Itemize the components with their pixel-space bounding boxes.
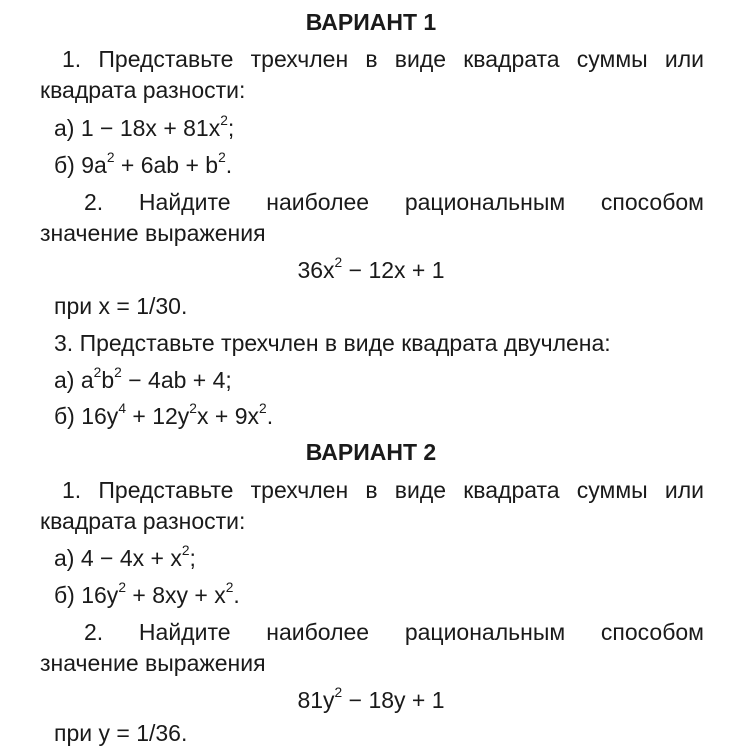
v2-task2-expression: $81y^2 - 18y + 1$	[297, 685, 445, 713]
v1-task3-b: б) $16y^4 + 12y^2x + 9x^2$.	[54, 401, 274, 429]
v2-task2-line2: значение выражения	[40, 650, 266, 676]
v1-task2-line2: значение выражения	[40, 220, 266, 246]
v2-task1-line1: 1. Представьте трехчлен в виде квадрата суммы или	[62, 477, 704, 503]
v2-task1-line2: квадрата разности:	[40, 508, 246, 534]
variant-2-title: ВАРИАНТ 2	[305, 439, 437, 465]
v2-task1-a: а) $4 - 4x + x^2$;	[54, 543, 196, 571]
v1-task1-a: а) $1 - 18x + 81x^2$;	[54, 113, 235, 141]
v1-task2-expression: $36x^2 - 12x + 1$	[297, 255, 445, 283]
v1-task2-line1: 2. Найдите наиболее рациональным способом	[84, 189, 704, 215]
v1-task1-line1: 1. Представьте трехчлен в виде квадрата суммы или	[62, 46, 704, 72]
v2-task2-line1: 2. Найдите наиболее рациональным способом	[84, 619, 704, 645]
v2-task1-b: б) $16y^2 + 8xy + x^2$.	[54, 580, 240, 608]
variant-1-title: ВАРИАНТ 1	[305, 9, 437, 35]
v1-task1-b: б) $9a^2 + 6ab + b^2$.	[54, 150, 233, 178]
v1-task3-line1: 3. Представьте трехчлен в виде квадрата двучлена:	[54, 330, 611, 356]
v1-task2-condition: при x = 1/30.	[54, 293, 188, 319]
v2-task2-condition: при y = 1/36.	[54, 720, 188, 746]
v1-task3-a: а) $a^2b^2 - 4ab + 4$;	[54, 365, 232, 393]
v1-task1-line2: квадрата разности:	[40, 77, 246, 103]
